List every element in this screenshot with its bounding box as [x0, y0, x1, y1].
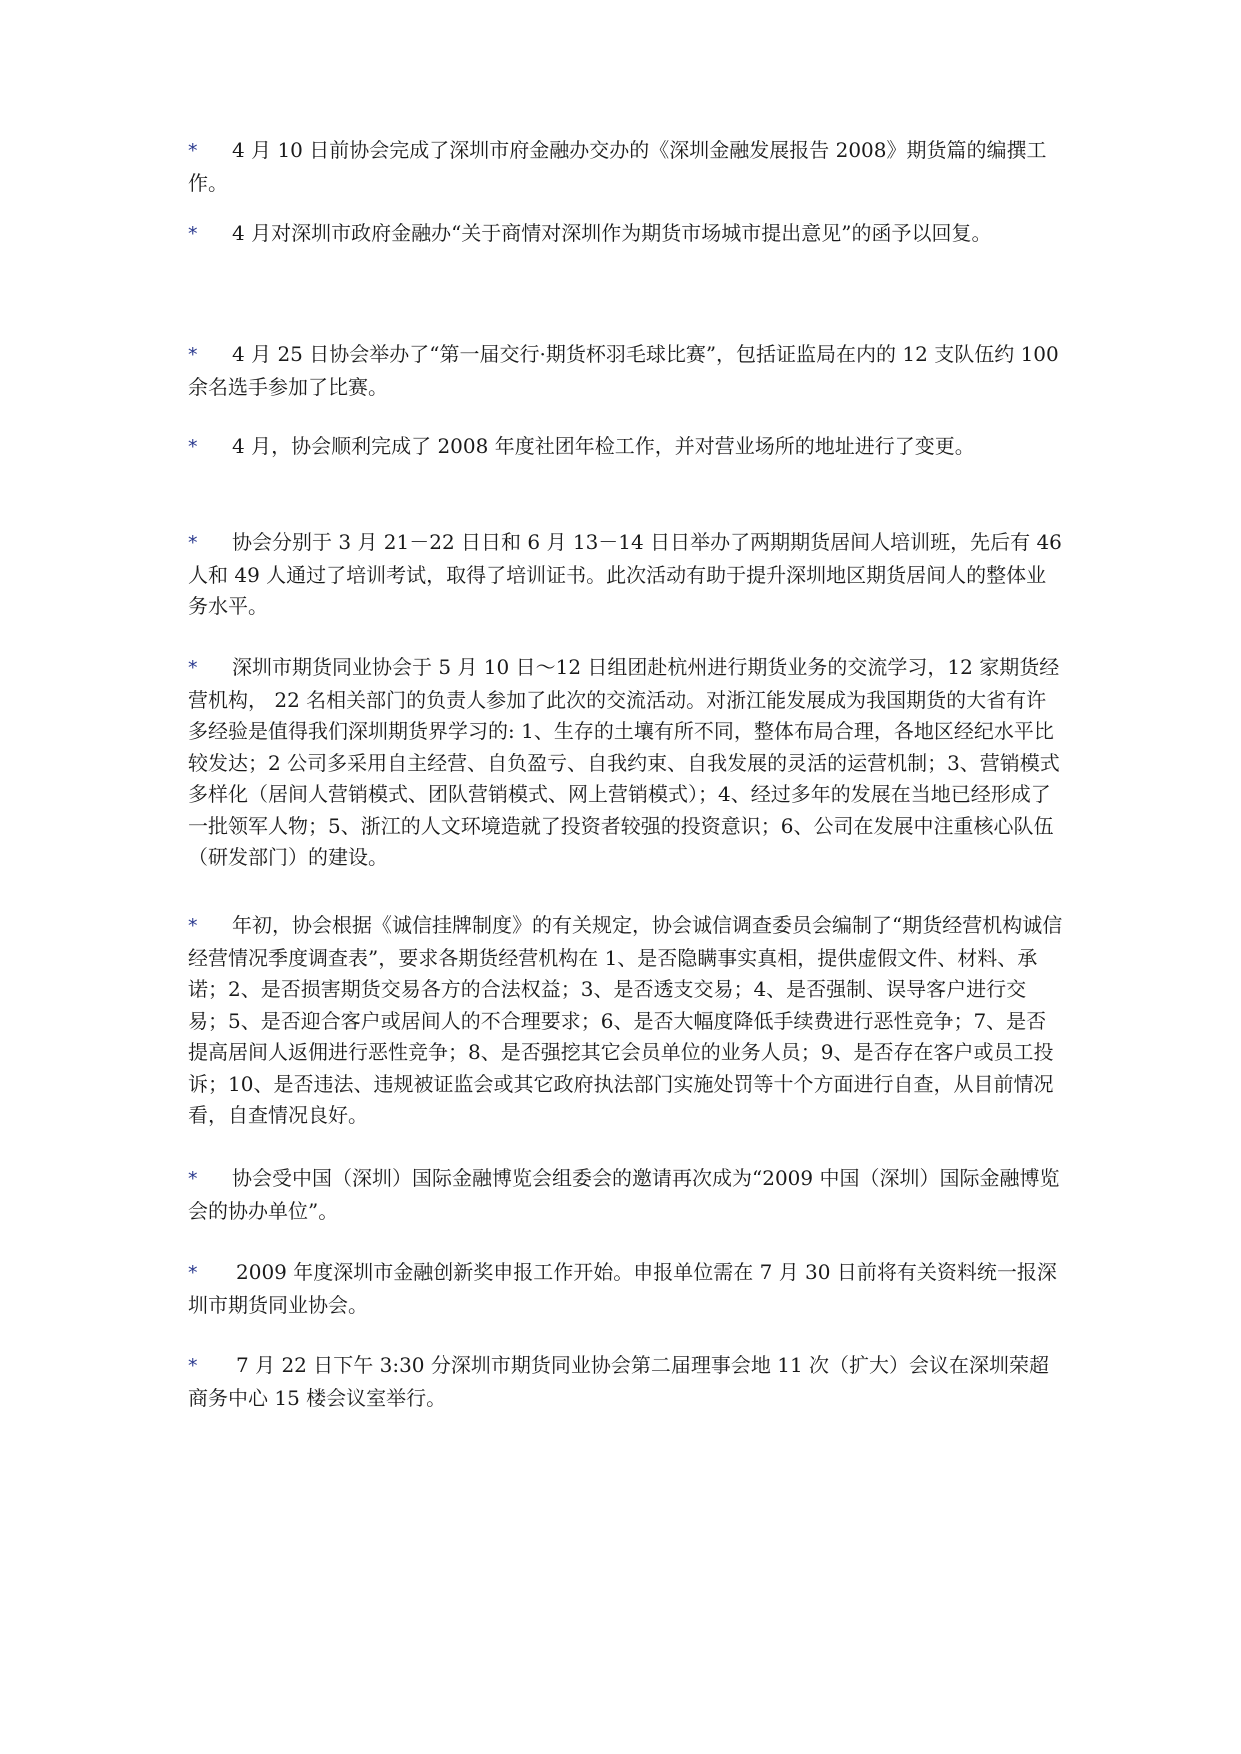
list-item — [188, 1257, 1066, 1321]
list-item-text: 7 月 22 日下午 3:30 分深圳市期货同业协会第二届理事会地 11 次（扩大）会议在深圳荣超商务中心 15 楼会议室举行。 — [188, 1353, 1050, 1410]
list-item-text: 深圳市期货同业协会于 5 月 10 日～12 日组团赴杭州进行期货业务的交流学习，12 家期货经营机构， 22 名相关部门的负责人参加了此次的交流活动。对浙江能发展成为我国期货的大省有许多经验是值得我们深圳期货界学习的: 1、生存的土壤有所不同，整体布局合理，各地区经纪水平比较发达；2 公司多采用自主经营、自负盈亏、自我约束、自我发展的灵活的运营机制；3、营销模式多样化（居间人营销模式、团队营销模式、网上营销模式）；4、经过多年的发展在当地已经形成了一批领军人物；5、浙江的人文环境造就了投资者较强的投资意识；6、公司在发展中注重核心队伍（研发部门）的建设。 — [188, 655, 1060, 869]
list-item — [188, 527, 1066, 623]
list-item-text: 4 月 10 日前协会完成了深圳市府金融办交办的《深圳金融发展报告 2008》期货篇的编撰工作。 — [188, 138, 1047, 195]
bullet-icon: * — [188, 1262, 198, 1284]
list-item-text: 4 月对深圳市政府金融办“关于商情对深圳作为期货市场城市提出意见”的函予以回复。 — [232, 221, 992, 245]
bullet-icon: * — [188, 915, 198, 937]
bullet-icon: * — [188, 436, 198, 458]
bullet-icon: * — [188, 1355, 198, 1377]
list-item — [188, 218, 1066, 251]
bullet-icon: * — [188, 140, 198, 162]
list-item — [188, 1350, 1066, 1414]
list-item-text: 年初，协会根据《诚信挂牌制度》的有关规定，协会诚信调查委员会编制了“期货经营机构诚信经营情况季度调查表”，要求各期货经营机构在 1、是否隐瞒事实真相，提供虚假文件、材料、承诺；2、是否损害期货交易各方的合法权益；3、是否透支交易；4、是否强制、误导客户进行交易；5、是否迎合客户或居间人的不合理要求；6、是否大幅度降低手续费进行恶性竞争；7、是否提高居间人返佣进行恶性竞争；8、是否强挖其它会员单位的业务人员；9、是否存在客户或员工投诉；10、是否违法、违规被证监会或其它政府执法部门实施处罚等十个方面进行自查，从目前情况看，自查情况良好。 — [188, 913, 1063, 1127]
list-item — [188, 1163, 1066, 1227]
list-item-text: 4 月 25 日协会举办了“第一届交行·期货杯羽毛球比赛”，包括证监局在内的 12 支队伍约 100 余名选手参加了比赛。 — [188, 342, 1059, 399]
list-item — [188, 339, 1066, 403]
list-item — [188, 431, 1066, 464]
bullet-icon: * — [188, 1168, 198, 1190]
bullet-icon: * — [188, 657, 198, 679]
list-item-text: 协会受中国（深圳）国际金融博览会组委会的邀请再次成为“2009 中国（深圳）国际金融博览会的协办单位”。 — [188, 1166, 1060, 1223]
list-item — [188, 652, 1066, 874]
list-item-text: 协会分别于 3 月 21－22 日日和 6 月 13－14 日日举办了两期期货居间人培训班，先后有 46 人和 49 人通过了培训考试，取得了培训证书。此次活动有助于提升深圳地区期货居间人的整体业务水平。 — [188, 530, 1062, 618]
list-item — [188, 135, 1066, 199]
list-item — [188, 910, 1066, 1132]
bullet-icon: * — [188, 532, 198, 554]
list-item-text: 2009 年度深圳市金融创新奖申报工作开始。申报单位需在 7 月 30 日前将有关资料统一报深圳市期货同业协会。 — [188, 1260, 1057, 1317]
bullet-icon: * — [188, 344, 198, 366]
bullet-icon: * — [188, 223, 198, 245]
list-item-text: 4 月，协会顺利完成了 2008 年度社团年检工作，并对营业场所的地址进行了变更。 — [232, 434, 975, 458]
